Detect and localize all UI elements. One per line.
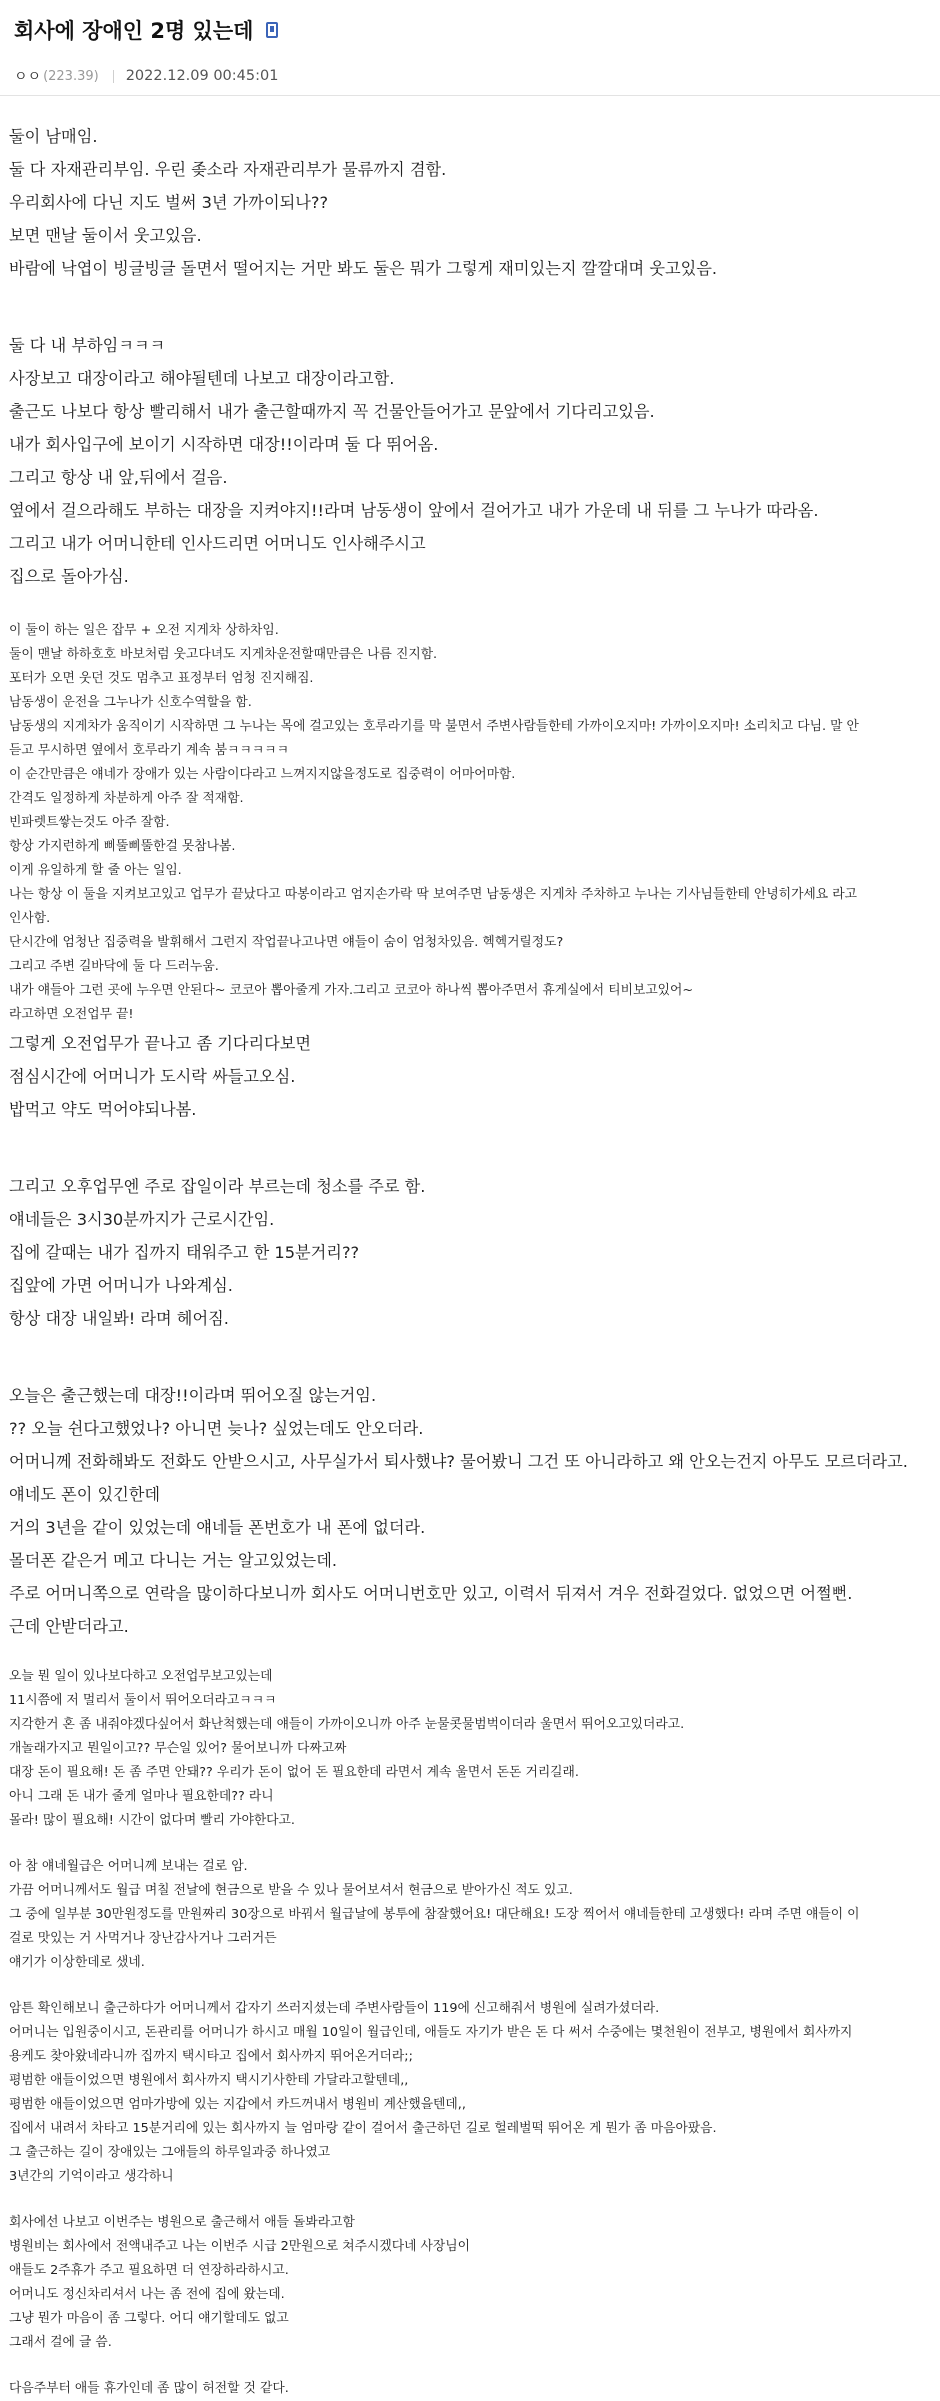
text-line: 오늘 뭔 일이 있나보다하고 오전업무보고있는데 [9,1669,273,1684]
text-line: 대장 돈이 필요해! 돈 좀 주면 안돼?? 우리가 돈이 없어 돈 필요한데 라면서 계속 울면서 돈돈 거리길래. [9,1765,579,1780]
text-line: 3년간의 기억이라고 생각하니 [9,2169,174,2184]
mobile-icon [266,22,278,38]
text-line: 이게 유일하게 할 줄 아는 일임. [9,863,182,878]
paragraph-gap [9,593,927,619]
text-line: 평범한 애들이었으면 병원에서 회사까지 택시기사한테 가달라고할텐데,, [9,2073,409,2088]
text-line: 집에서 내려서 차타고 15분거리에 있는 회사까지 늘 엄마랑 같이 걸어서 출근하던 길로 헐레벌떡 뛰어온 게 뭔가 좀 마음아팠음. [9,2121,717,2136]
text-line: 용케도 찾아왔네라니까 집까지 택시타고 집에서 회사까지 뛰어온거더라;; [9,2049,413,2064]
text-line: 그리고 주변 길바닥에 둘 다 드러누움. [9,959,219,974]
writer-nickname[interactable]: ㅇㅇ [14,69,42,85]
text-line: 집으로 돌아가심. [9,567,129,586]
paragraph-gap [9,1833,927,1855]
text-line: 옆에서 걸으라해도 부하는 대장을 지켜야지!!라며 남동생이 앞에서 걸어가고 내가 가운데 내 뒤를 그 누나가 따라옴. [9,501,819,520]
header-divider [0,95,940,96]
text-line: 남동생의 지게차가 움직이기 시작하면 그 누나는 목에 걸고있는 호루라기를 막 불면서 주변사람들한테 가까이오지마! 가까이오지마! 소리치고 다님. 말 안 [9,719,859,734]
text-line: 병원비는 회사에서 전액내주고 나는 이번주 시급 2만원으로 쳐주시겠다네 사장님이 [9,2239,470,2254]
post-date: 2022.12.09 00:45:01 [125,68,279,84]
text-line: 인사함. [9,911,51,926]
text-line: 사장보고 대장이라고 해야될텐데 나보고 대장이라고함. [9,369,395,388]
text-line: 지각한거 혼 좀 내줘야겠다싶어서 화난척했는데 얘들이 가까이오니까 아주 눈물콧물범벅이더라 울면서 뛰어오고있더라고. [9,1717,685,1732]
text-line: 집앞에 가면 어머니가 나와계심. [9,1276,233,1295]
text-line: 회사에선 나보고 이번주는 병원으로 출근해서 애들 돌봐라고함 [9,2215,355,2230]
text-line: 아 참 얘네월급은 어머니께 보내는 걸로 암. [9,1859,248,1874]
text-line: 둘이 맨날 하하호호 바보처럼 웃고다녀도 지게차운전할때만큼은 나름 진지함. [9,647,438,662]
text-line: 밥먹고 약도 먹어야되나봄. [9,1100,197,1119]
text-line: 평범한 애들이었으면 엄마가방에 있는 지갑에서 카드꺼내서 병원비 계산했을텐데,, [9,2097,466,2112]
text-line: 몰라! 많이 필요해! 시간이 없다며 빨리 가야한다고. [9,1813,295,1828]
paragraph-gap [9,2355,927,2377]
text-line: 라고하면 오전업무 끝! [9,1007,134,1022]
text-line: 나는 항상 이 둘을 지켜보고있고 업무가 끝났다고 따봉이라고 엄지손가락 딱 보여주면 남동생은 지게차 주차하고 누나는 기사님들한테 안녕히가세요 라고 [9,887,857,902]
text-line: 간격도 일정하게 차분하게 아주 잘 적재함. [9,791,244,806]
text-line: 그리고 오후업무엔 주로 잡일이라 부르는데 청소를 주로 함. [9,1177,426,1196]
text-line: 개놀래가지고 뭔일이고?? 무슨일 있어? 물어보니까 다짜고짜 [9,1741,347,1756]
text-line: 이 둘이 하는 일은 잡무 + 오전 지게차 상하차임. [9,623,279,638]
text-line: 암튼 확인해보니 출근하다가 어머니께서 갑자기 쓰러지셨는데 주변사람들이 119에 신고해줘서 병원에 실려가셨더라. [9,2001,660,2016]
text-line: 우리회사에 다닌 지도 벌써 3년 가까이되나?? [9,193,329,212]
text-line: 근데 안받더라고. [9,1617,129,1636]
meta-separator [113,70,114,83]
text-line: 다음주부터 애들 휴가인데 좀 많이 허전할 것 같다. [9,2381,289,2396]
text-line: 주로 어머니쪽으로 연락을 많이하다보니까 회사도 어머니번호만 있고, 이력서 뒤져서 겨우 전화걸었다. 없었으면 어쩔뻔. [9,1584,853,1603]
text-line: 점심시간에 어머니가 도시락 싸들고오심. [9,1067,296,1086]
text-line: 바람에 낙엽이 빙글빙글 돌면서 떨어지는 거만 봐도 둘은 뭐가 그렇게 재미있는지 깔깔대며 웃고있음. [9,259,718,278]
text-line: 애들도 2주휴가 주고 필요하면 더 연장하라하시고. [9,2263,289,2278]
text-line: 그리고 내가 어머니한테 인사드리면 어머니도 인사해주시고 [9,534,426,553]
writer-ip: (223.39) [43,68,99,84]
text-line: 항상 대장 내일봐! 라며 헤어짐. [9,1309,229,1328]
text-line: 그 출근하는 길이 장애있는 그애들의 하루일과중 하나였고 [9,2145,331,2160]
paragraph-gap [9,1643,927,1665]
text-line: 둘 다 내 부하임ㅋㅋㅋ [9,336,166,355]
text-line: 출근도 나보다 항상 빨리해서 내가 출근할때까지 꼭 건물안들어가고 문앞에서 기다리고있음. [9,402,655,421]
text-line: 어머니께 전화해봐도 전화도 안받으시고, 사무실가서 퇴사했냐? 물어봤니 그건 또 아니라하고 왜 안오는건지 아무도 모르더라고. [9,1452,908,1471]
text-line: 얘네들은 3시30분까지가 근로시간임. [9,1210,275,1229]
text-line: 어머니도 정신차리셔서 나는 좀 전에 집에 왔는데. [9,2287,285,2302]
paragraph-gap [9,1126,927,1148]
text-line: 듣고 무시하면 옆에서 호루라기 계속 붐ㅋㅋㅋㅋㅋ [9,743,289,758]
text-line: 그리고 항상 내 앞,뒤에서 걸음. [9,468,228,487]
text-line: 그래서 걸에 글 씀. [9,2335,112,2350]
paragraph-gap [9,1975,927,1997]
text-line: 단시간에 엄청난 집중력을 발휘해서 그런지 작업끝나고나면 얘들이 숨이 엄청차있음. 헥헥거릴정도? [9,935,564,950]
text-line: 그렇게 오전업무가 끝나고 좀 기다리다보면 [9,1034,312,1053]
text-line: 그 중에 일부분 30만원정도를 만원짜리 30장으로 바꿔서 월급날에 봉투에 참잘했어요! 대단해요! 도장 찍어서 얘네들한테 고생했다! 라며 주면 얘들이 이 [9,1907,860,1922]
text-line: 그냥 뭔가 마음이 좀 그렇다. 어디 얘기할데도 없고 [9,2311,289,2326]
text-line: 이 순간만큼은 얘네가 장애가 있는 사람이다라고 느껴지지않을정도로 집중력이 어마어마함. [9,767,516,782]
post-meta [14,66,926,86]
title-row [14,14,926,46]
text-line: 집에 갈때는 내가 집까지 태워주고 한 15분거리?? [9,1243,360,1262]
text-line: 어머니는 입원중이시고, 돈관리를 어머니가 하시고 매월 10일이 월급인데, 애들도 자기가 받은 돈 다 써서 수중에는 몇천원이 전부고, 병원에서 회사까지 [9,2025,853,2040]
text-line: 오늘은 출근했는데 대장!!이라며 뛰어오질 않는거임. [9,1386,377,1405]
text-line: 아니 그래 돈 내가 줄게 얼마나 필요한데?? 라니 [9,1789,274,1804]
paragraph-gap [9,2189,927,2211]
text-line: 거의 3년을 같이 있었는데 얘네들 폰번호가 내 폰에 없더라. [9,1518,426,1537]
text-line: 내가 회사입구에 보이기 시작하면 대장!!이라며 둘 다 뛰어옴. [9,435,439,454]
post-header [14,14,926,86]
text-line: 걸로 맛있는 거 사먹거나 장난감사거나 그러거든 [9,1931,277,1946]
text-line: 항상 가지런하게 삐뚤삐뚤한걸 못참나봄. [9,839,236,854]
text-line: 얘네도 폰이 있긴한데 [9,1485,161,1504]
post-content [9,120,927,2401]
text-line: 빈파렛트쌓는것도 아주 잘함. [9,815,170,830]
text-line: 둘 다 자재관리부임. 우린 좆소라 자재관리부가 물류까지 겸함. [9,160,447,179]
text-line: 가끔 어머니께서도 월급 며칠 전날에 현금으로 받을 수 있나 물어보셔서 현금으로 받아가신 적도 있고. [9,1883,573,1898]
text-line: ?? 오늘 쉰다고했었나? 아니면 늦나? 싶었는데도 안오더라. [9,1419,424,1438]
text-line: 몰더폰 같은거 메고 다니는 거는 알고있었는데. [9,1551,337,1570]
paragraph-gap [9,1335,927,1357]
text-line: 남동생이 운전을 그누나가 신호수역할을 함. [9,695,252,710]
paragraph-gap [9,1357,927,1379]
paragraph-gap [9,307,927,329]
post-title: 회사에 장애인 2명 있는데 [14,19,254,43]
text-line: 11시쯤에 저 멀리서 둘이서 뛰어오더라고ㅋㅋㅋ [9,1693,277,1708]
paragraph-gap [9,1148,927,1170]
text-line: 포터가 오면 웃던 것도 멈추고 표정부터 엄청 진지해짐. [9,671,314,686]
text-line: 둘이 남매임. [9,127,98,146]
text-line: 보면 맨날 둘이서 웃고있음. [9,226,202,245]
paragraph-gap [9,285,927,307]
text-line: 얘기가 이상한데로 샜네. [9,1955,145,1970]
text-line: 내가 얘들아 그런 곳에 누우면 안된다~ 코코아 뽑아줄게 가자.그리고 코코아 하나씩 뽑아주면서 휴게실에서 티비보고있어~ [9,983,694,998]
